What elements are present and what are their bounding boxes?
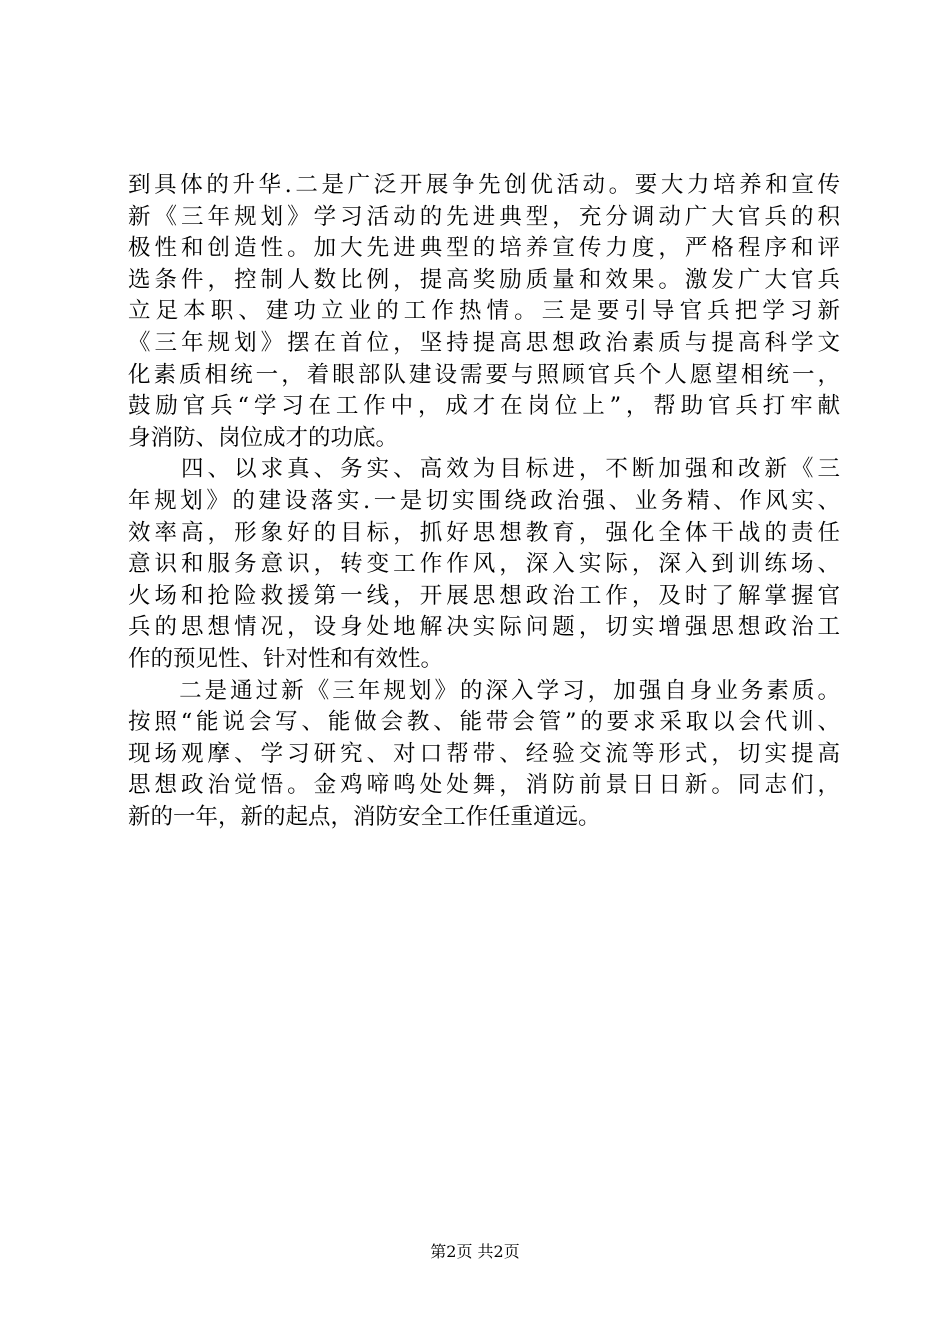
text-line: 新的一年，新的起点，消防安全工作任重道远。 — [128, 803, 601, 830]
text-line: 鼓励官兵“学习在工作中，成才在岗位上”，帮助官兵打牢献 — [128, 393, 840, 420]
text-line: 现场观摩、学习研究、对口帮带、经验交流等形式，切实提高 — [128, 740, 840, 767]
text-line: 火场和抢险救援第一线，开展思想政治工作，及时了解掌握官 — [128, 582, 840, 609]
text-line: 化素质相统一，着眼部队建设需要与照顾官兵个人愿望相统一， — [128, 361, 840, 388]
body-text — [128, 170, 840, 833]
text-line: 按照“能说会写、能做会教、能带会管”的要求采取以会代训、 — [128, 709, 840, 736]
text-line: 四、以求真、务实、高效为目标进，不断加强和改新《三 — [128, 456, 840, 483]
text-line: 选条件，控制人数比例，提高奖励质量和效果。激发广大官兵 — [128, 266, 840, 293]
text-line: 到具体的升华.二是广泛开展争先创优活动。要大力培养和宣传 — [128, 172, 840, 198]
text-line: 年规划》的建设落实.一是切实围绕政治强、业务精、作风实、 — [128, 487, 840, 514]
text-line: 兵的思想情况，设身处地解决实际问题，切实增强思想政治工 — [128, 614, 840, 641]
text-line: 《三年规划》摆在首位，坚持提高思想政治素质与提高科学文 — [128, 329, 840, 356]
text-line: 思想政治觉悟。金鸡啼鸣处处舞，消防前景日日新。同志们， — [128, 772, 840, 799]
page-footer: 第2页 共2页 — [430, 1242, 520, 1261]
text-line: 作的预见性、针对性和有效性。 — [128, 645, 444, 672]
text-line: 二是通过新《三年规划》的深入学习，加强自身业务素质。 — [128, 677, 840, 704]
text-line: 新《三年规划》学习活动的先进典型，充分调动广大官兵的积 — [128, 203, 840, 230]
text-line: 效率高，形象好的目标，抓好思想教育，强化全体干战的责任 — [128, 519, 840, 546]
text-line: 身消防、岗位成才的功底。 — [128, 424, 399, 451]
text-line: 意识和服务意识，转变工作作风，深入实际，深入到训练场、 — [128, 551, 840, 578]
text-line: 立足本职、建功立业的工作热情。三是要引导官兵把学习新 — [128, 298, 840, 325]
text-line: 极性和创造性。加大先进典型的培养宣传力度，严格程序和评 — [128, 235, 840, 262]
